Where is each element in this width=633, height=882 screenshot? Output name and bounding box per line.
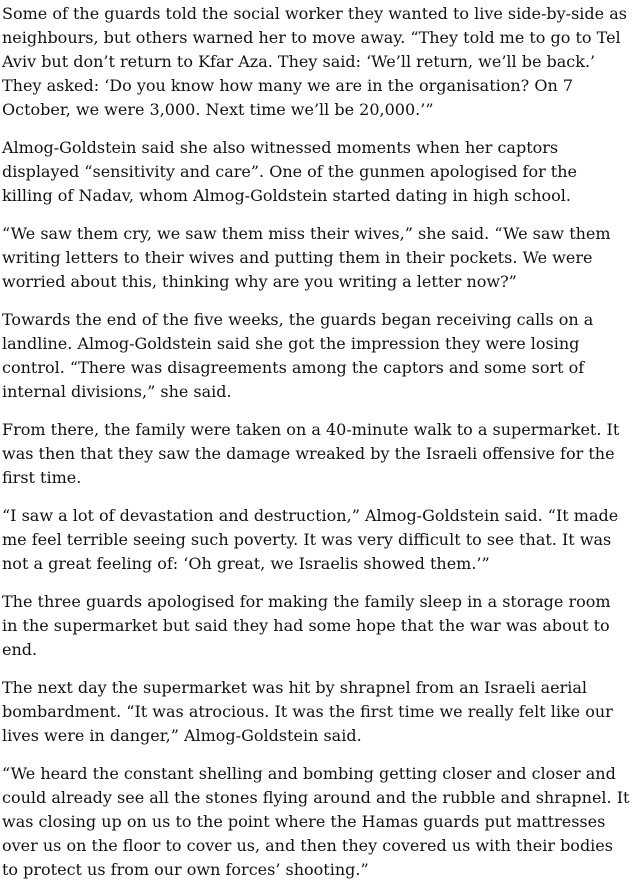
article-paragraph: From there, the family were taken on a 40-minute walk to a supermarket. It was then that they saw the damage wreaked by the Israeli offensive for the first time. — [2, 420, 620, 487]
article-paragraph: Towards the end of the five weeks, the guards began receiving calls on a landline. Almog-Goldstein said she got the impression they were losing control. “There was disagreements among the captors and some sort of internal divisions,” she said. — [2, 310, 594, 401]
article-paragraph: The next day the supermarket was hit by shrapnel from an Israeli aerial bombardment. “It was atrocious. It was the first time we really felt like our lives were in danger,” Almog-Goldstein said. — [2, 678, 613, 745]
article-paragraph: “We saw them cry, we saw them miss their wives,” she said. “We saw them writing letters to their wives and putting them in their pockets. We were worried about this, thinking why are you writing a letter now?” — [2, 224, 611, 291]
article-paragraph: “We heard the constant shelling and bombing getting closer and closer and could already see all the stones flying around and the rubble and shrapnel. It was closing up on us to the point where the Hamas guards put mattresses over us on the floor to cover us, and then they covered us with their bodies to protect us from our own forces’ shooting.” — [2, 764, 630, 879]
article-paragraph: Some of the guards told the social worker they wanted to live side-by-side as neighbours, but others warned her to move away. “They told me to go to Tel Aviv but don’t return to Kfar Aza. They said: ‘We’ll return, we’ll be back.’ They asked: ‘Do you know how many we are in the organisation? On 7 October, we were 3,000. Next time we’ll be 20,000.’” — [2, 4, 627, 119]
article-paragraph: Almog-Goldstein said she also witnessed moments when her captors displayed “sensitivity and care”. One of the gunmen apologised for the killing of Nadav, whom Almog-Goldstein started dating in high school. — [2, 138, 578, 205]
article-paragraph: The three guards apologised for making the family sleep in a storage room in the supermarket but said they had some hope that the war was about to end. — [2, 592, 611, 659]
article-paragraph: “I saw a lot of devastation and destruction,” Almog-Goldstein said. “It made me feel terrible seeing such poverty. It was very difficult to see that. It was not a great feeling of: ‘Oh great, we Israelis showed them.’” — [2, 506, 619, 573]
